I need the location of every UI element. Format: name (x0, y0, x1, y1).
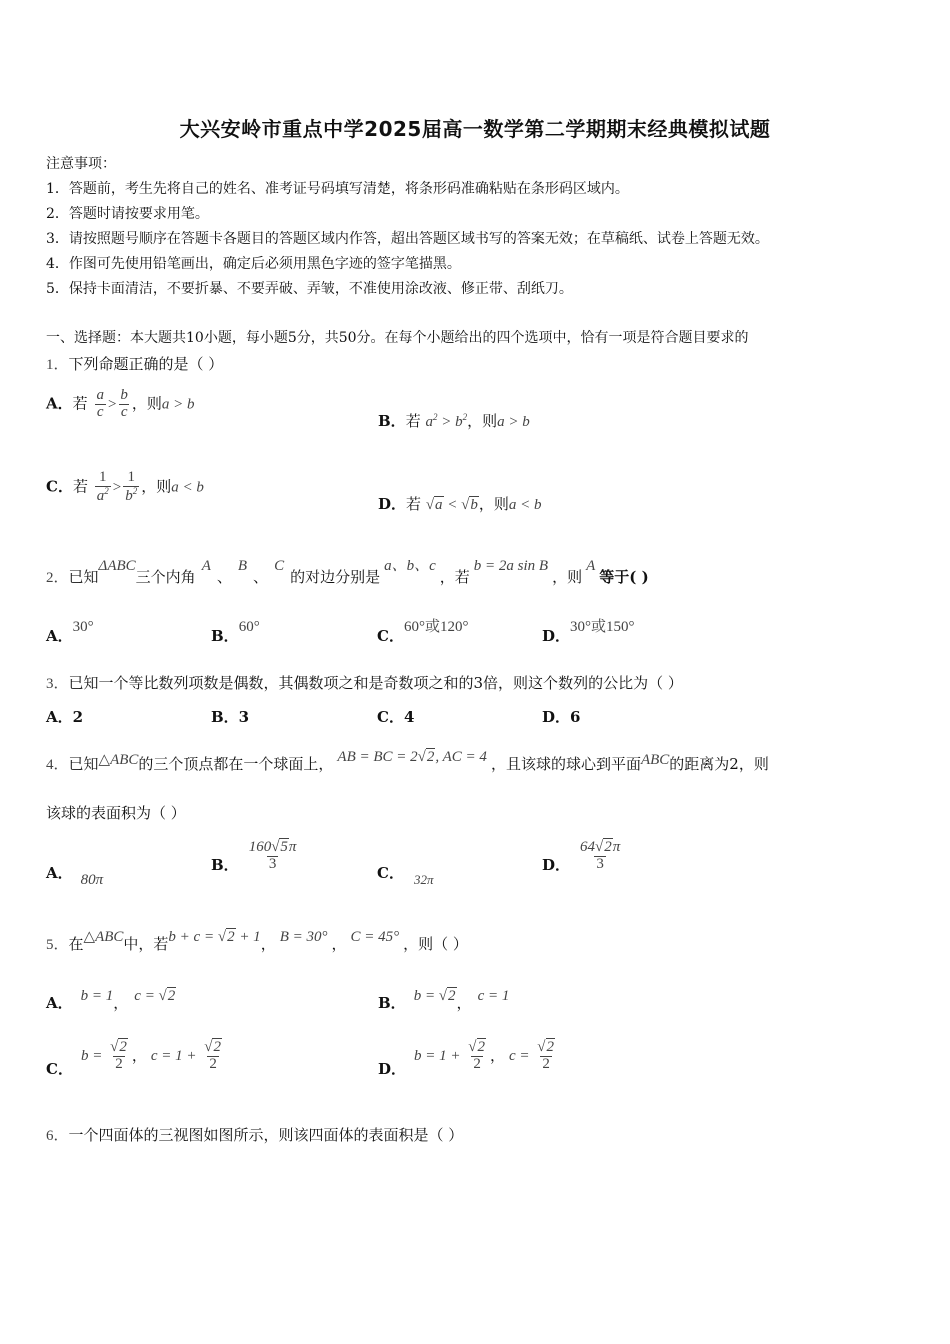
math-expression: A (586, 558, 596, 574)
question-number: 4． (46, 757, 69, 773)
option-label: A． (46, 864, 73, 882)
notice-item-3: 3．请按照题号顺序在答题卡各题目的答题区域内作答，超出答题区域书写的答案无效；在草稿纸、试卷上答题无效。 (46, 231, 769, 247)
option-label: B． (378, 412, 406, 430)
math-fraction: $\frac{√2}{2}$ (537, 1039, 555, 1072)
q2-option-d (542, 619, 635, 646)
option-label: D． (378, 1060, 407, 1079)
question-text: ，若 (439, 568, 470, 586)
question-5-stem: 5．在△ABC中，若b + c = √2 + 1， B = 30° ， C = 45° ，则（ ） (46, 929, 468, 953)
q2-option-c (377, 619, 469, 646)
q4-option-c (377, 862, 434, 887)
math-expression: B = 30° (279, 929, 328, 945)
q3-option-d: D．6 (542, 708, 581, 726)
notice-item-1: 1．答题前，考生先将自己的姓名、准考证号码填写清楚，将条形码准确粘贴在条形码区域内。 (46, 181, 629, 197)
math-expression: b = 1 (80, 988, 114, 1004)
option-text: ，则 (478, 495, 509, 513)
question-number: 1． (46, 357, 69, 373)
math-fraction: $\frac{√2}{2}$ (468, 1039, 485, 1072)
math-expression: b = 1 + (414, 1048, 465, 1065)
option-label: C． (377, 627, 404, 645)
question-text: ，则 (552, 568, 583, 586)
option-label: B． (211, 856, 239, 875)
math-expression: B (237, 558, 248, 574)
question-4-stem-line2: 该球的表面积为（ ） (46, 804, 186, 822)
option-text: 若 (405, 412, 421, 430)
question-number: 5． (46, 937, 69, 953)
question-text: 已知 (68, 755, 99, 773)
math-expression: △ABC (98, 752, 139, 768)
math-fraction: $\frac{1}{b^2}$ (125, 469, 138, 504)
question-4-stem (46, 749, 769, 774)
option-text: ，则 (141, 477, 172, 496)
q4-option-a (46, 862, 104, 888)
math-fraction: $\frac{b}{c}$ (120, 387, 128, 420)
question-text: 的三个顶点都在一个球面上， (138, 755, 334, 773)
math-expression: C (274, 558, 285, 574)
option-label: A． (46, 394, 73, 413)
math-expression: A (201, 558, 211, 574)
option-value: 30°或150° (570, 619, 635, 635)
math-expression: c = 1 + (150, 1048, 201, 1065)
math-expression: b = 2a sin B (473, 558, 549, 574)
question-text: 、 (253, 568, 269, 586)
q4-option-d (542, 840, 624, 873)
q1-option-a: A．若 $\frac{a}{c}$ > $\frac{b}{c}$ ，则a > b (46, 387, 195, 420)
option-text: 若 (72, 394, 88, 413)
question-text: 等于( ) (599, 568, 649, 586)
q3-option-a: A．2 (46, 708, 84, 726)
option-label: B． (211, 627, 239, 645)
question-text: 已知 (68, 568, 99, 586)
math-expression: $a^2 > b^2$ (425, 412, 468, 430)
math-expression: ΔABC (98, 558, 136, 574)
option-label: B． (378, 994, 406, 1012)
math-expression: c = √2 (134, 988, 176, 1004)
q2-option-b (211, 619, 260, 646)
math-fraction: $\frac{√2}{2}$ (110, 1039, 127, 1072)
page-title: 大兴安岭市重点中学2025届高一数学第二学期期末经典模拟试题 (179, 117, 771, 141)
option-label: C． (377, 864, 404, 882)
q5-option-d: D．b = 1 + $\frac{√2}{2}$ ， c = $\frac{√2}{2}$ (378, 1040, 559, 1073)
option-label: A． (46, 627, 73, 645)
notice-item-4: 4．作图可先使用铅笔画出，确定后必须用黑色字迹的签字笔描黑。 (46, 256, 461, 272)
q5-option-b: B． b = √2， c = 1 (378, 988, 510, 1012)
math-expression: a、b、c (384, 558, 436, 574)
math-fraction: $\frac{a}{c}$ (96, 387, 104, 420)
math-expression: b + c = √2 + 1 (168, 929, 261, 945)
math-fraction: $\frac{1}{a^2}$ (96, 469, 109, 504)
question-1-stem (46, 353, 223, 374)
question-text: 中，若 (123, 935, 169, 953)
notice-heading: 注意事项： (46, 156, 116, 172)
q5-option-c: C．b = $\frac{√2}{2}$ ， c = 1 + $\frac{√2}{2}$ (46, 1040, 226, 1073)
option-label: D． (542, 856, 571, 875)
question-3-stem (46, 672, 683, 693)
question-2-stem (46, 558, 649, 587)
option-label: D． (378, 495, 407, 513)
option-label: A． (46, 994, 73, 1012)
option-text: 若 (406, 495, 422, 513)
math-expression: √a < √b (425, 497, 478, 513)
q1-option-d (378, 493, 542, 514)
math-expression: 80π (80, 872, 104, 888)
option-value: 30° (72, 619, 94, 635)
question-text: 、 (216, 568, 232, 586)
question-text: ，则（ ） (403, 935, 468, 953)
question-number: 3． (46, 676, 69, 692)
section-heading: 一、选择题：本大题共10小题，每小题5分，共50分。在每个小题给出的四个选项中，恰有一项是符合题目要求的 (46, 330, 749, 346)
option-value: 60°或120° (403, 619, 469, 635)
notice-item-2: 2．答题时请按要求用笔。 (46, 206, 209, 222)
option-text: 若 (72, 477, 88, 496)
question-number: 2． (46, 570, 69, 586)
option-label: C． (46, 1060, 73, 1079)
math-expression: c = (509, 1048, 534, 1065)
question-text: 已知一个等比数列项数是偶数，其偶数项之和是奇数项之和的3倍，则这个数列的公比为（ ） (68, 674, 683, 692)
question-text: 三个内角 (135, 568, 196, 586)
q3-option-b: B．3 (211, 708, 250, 726)
math-expression: ABC (640, 752, 670, 768)
math-expression: AB = BC = 2√2, AC = 4 (337, 749, 487, 765)
q5-option-a: A． b = 1， c = √2 (46, 988, 176, 1012)
math-expression: b = √2 (413, 988, 456, 1004)
option-label: D． (542, 627, 571, 645)
q3-option-c: C．4 (377, 708, 415, 726)
math-expression: c = 1 (477, 988, 510, 1004)
option-label: C． (46, 477, 73, 496)
question-text: ，且该球的球心到平面 (490, 755, 641, 773)
q2-option-a (46, 619, 94, 646)
math-expression: △ABC (83, 929, 124, 945)
math-fraction: $\frac{√2}{2}$ (204, 1039, 221, 1072)
question-text: 的距离为2，则 (669, 755, 769, 773)
question-text: 的对边分别是 (290, 568, 381, 586)
question-number: 6． (46, 1128, 69, 1144)
option-text: ，则 (131, 394, 162, 413)
option-value: 60° (238, 619, 260, 635)
question-text: 在 (68, 935, 84, 953)
math-fraction: $\frac{64√2\pi}{3}$ (580, 839, 621, 872)
math-fraction: $\frac{160√5\pi}{3}$ (248, 839, 297, 872)
math-expression: a > b (497, 414, 530, 430)
math-expression: a < b (508, 497, 542, 513)
notice-item-5: 5．保持卡面清洁，不要折暴、不要弄破、弄皱，不准使用涂改液、修正带、刮纸刀。 (46, 281, 573, 297)
option-text: ，则 (467, 412, 498, 430)
math-expression: a < b (171, 479, 204, 496)
math-expression: 32π (413, 872, 434, 887)
math-expression: b = (80, 1048, 107, 1065)
question-text: 下列命题正确的是（ ） (68, 355, 224, 373)
q1-option-c: C．若 $\frac{1}{a^2}$ > $\frac{1}{b^2}$ ，则a < b (46, 469, 204, 504)
q1-option-b (378, 410, 530, 431)
q4-option-b (211, 840, 300, 873)
math-expression: a > b (161, 396, 195, 413)
math-expression: C = 45° (350, 929, 400, 945)
question-6-stem (46, 1124, 463, 1145)
question-text: 一个四面体的三视图如图所示，则该四面体的表面积是（ ） (68, 1126, 464, 1144)
